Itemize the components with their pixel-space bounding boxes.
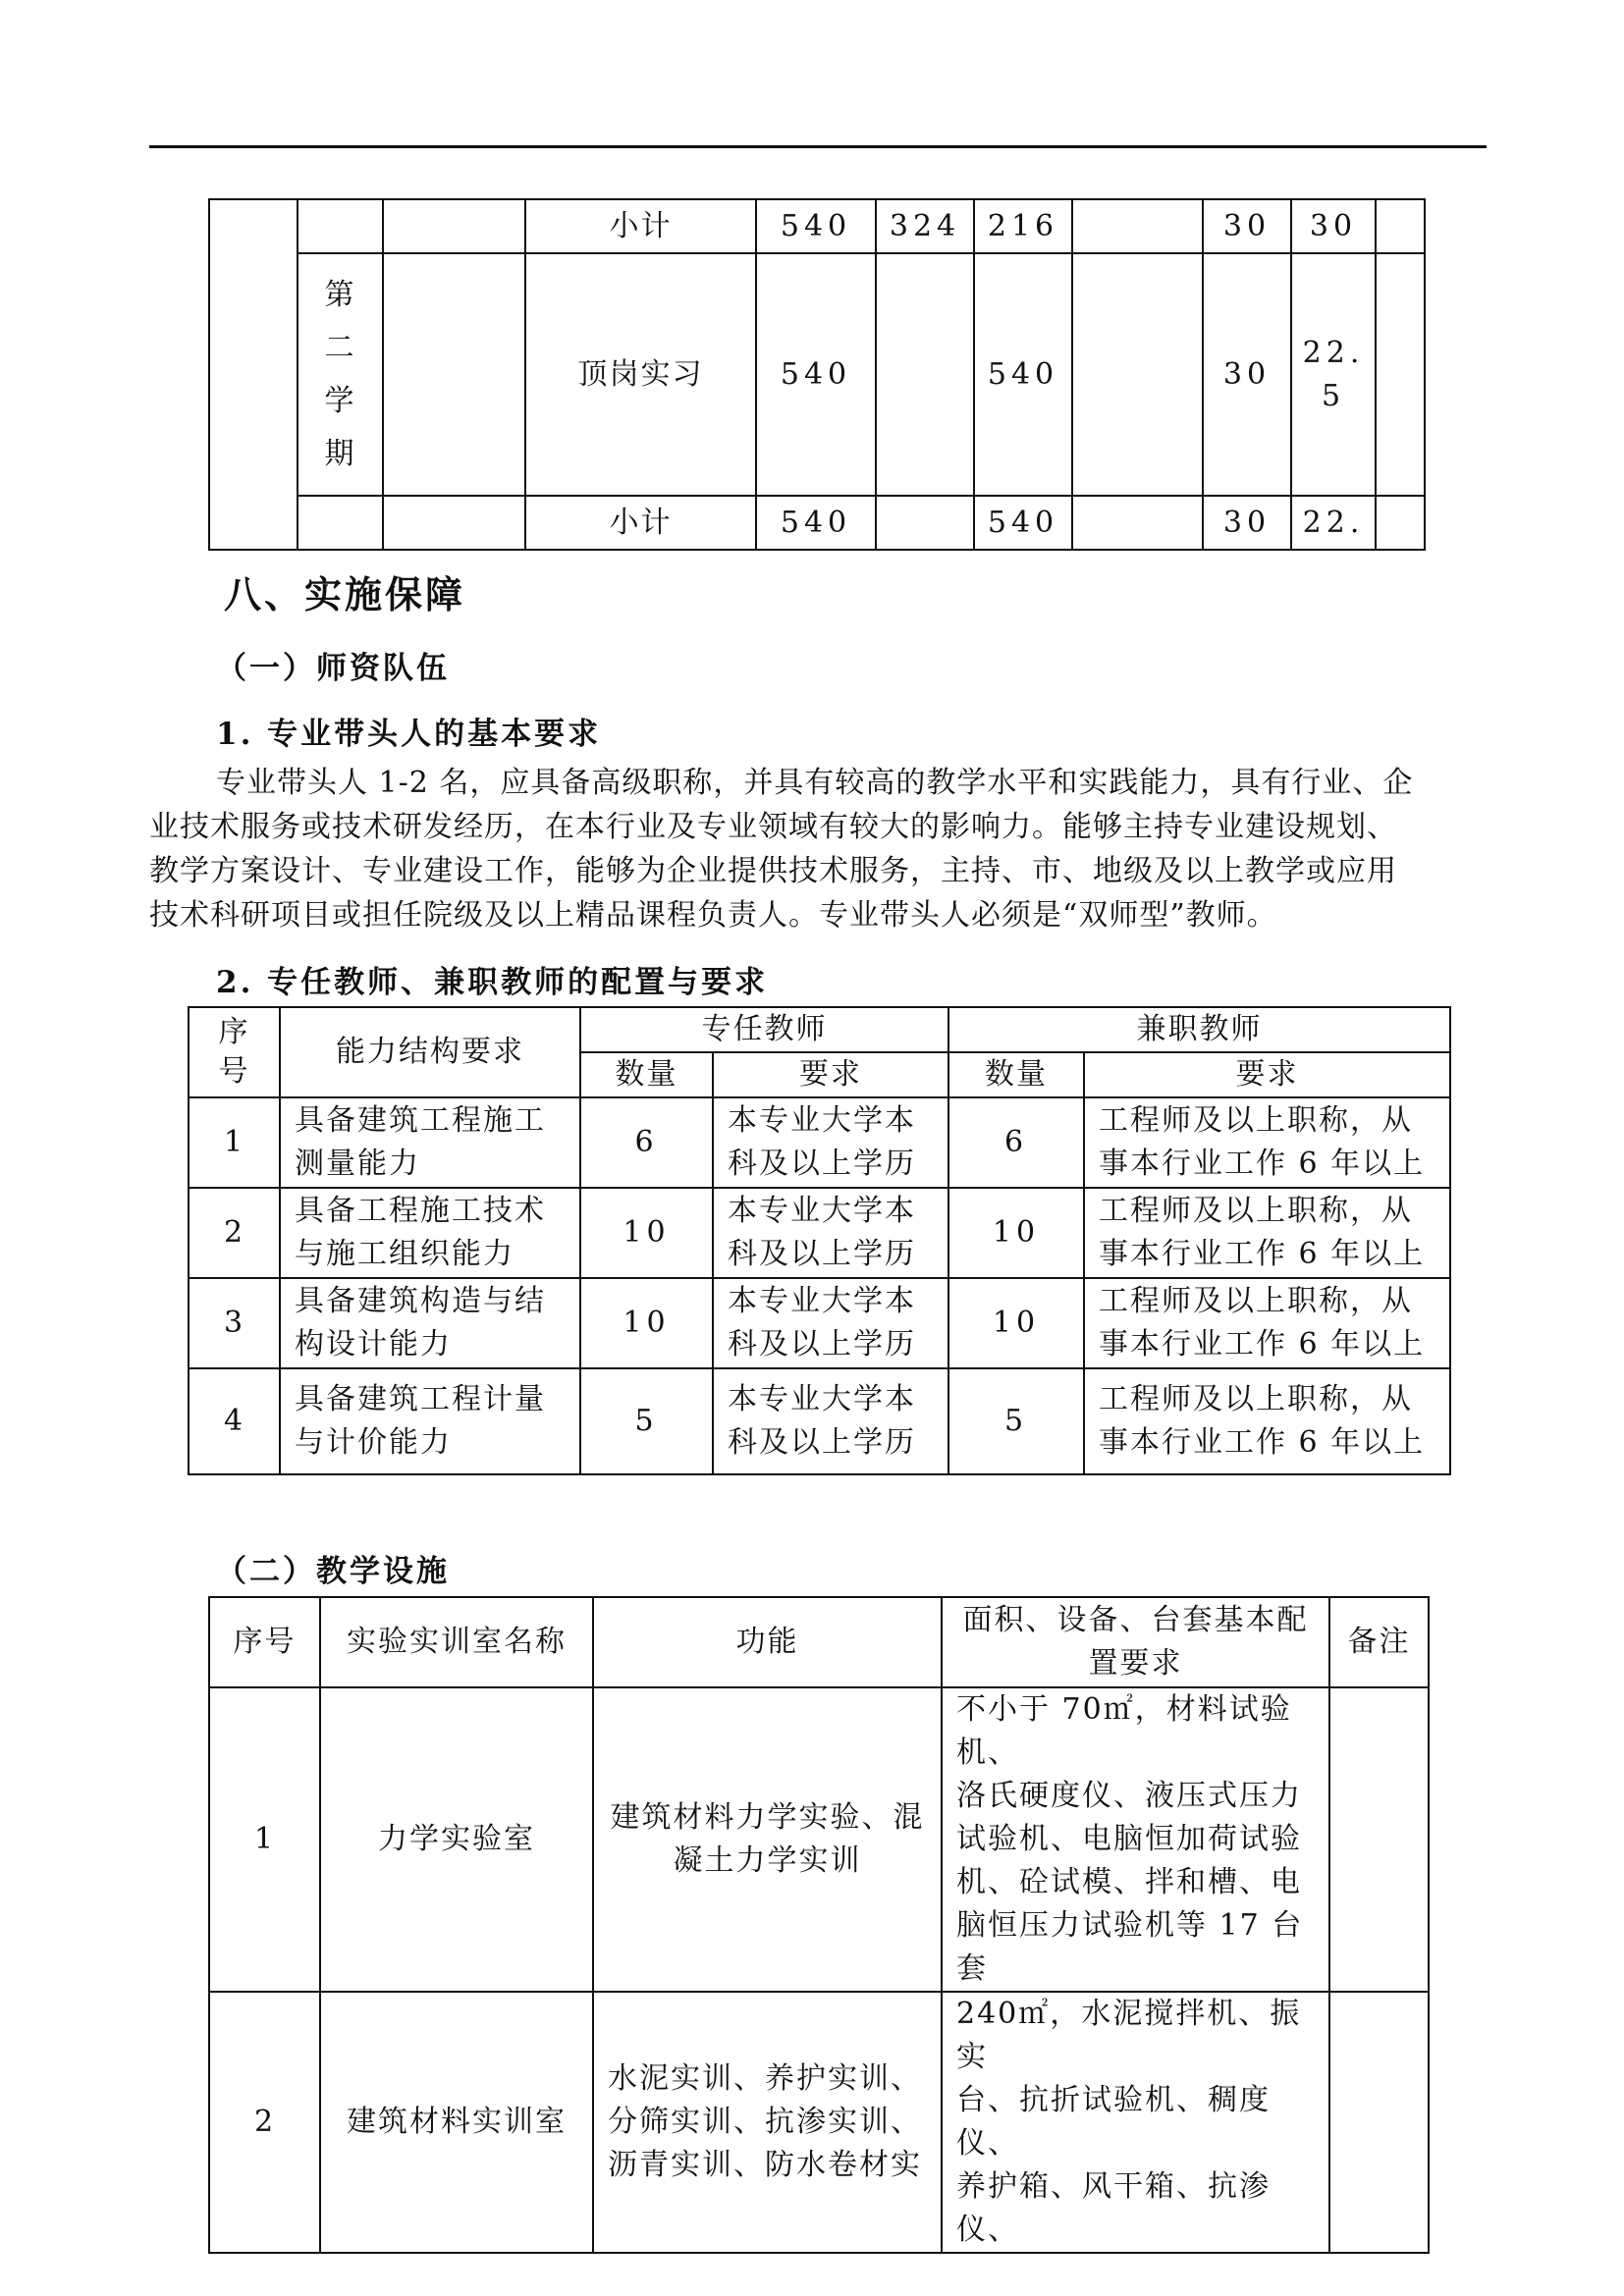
item-title: 1. 专业带头人的基本要求	[216, 717, 602, 752]
table-row	[189, 1188, 1450, 1278]
weeks-cell: 30	[1203, 253, 1291, 496]
credits-cell	[1291, 253, 1376, 496]
count-header: 数量	[948, 1052, 1084, 1097]
teachers-table	[188, 1006, 1451, 1475]
function-header: 功能	[593, 1597, 942, 1687]
cell-line: 工程师及以上职称，从	[1099, 1103, 1413, 1138]
cell-line: 本专业大学本	[728, 1103, 916, 1138]
name-cell: 建筑材料实训室	[320, 1992, 593, 2253]
cell-line: 事本行业工作 6 年以上	[1099, 1425, 1426, 1460]
ft-count-cell: 5	[580, 1368, 713, 1474]
table-row	[189, 1097, 1450, 1188]
cell-line: 机、砼试模、拌和槽、电	[956, 1865, 1302, 1899]
cell-line: 脑恒压力试验机等 17 台	[956, 1908, 1304, 1943]
table-row	[209, 1992, 1429, 2253]
pt-count-cell: 6	[948, 1097, 1084, 1188]
seq-cell: 2	[209, 1992, 320, 2253]
table-cell	[209, 199, 298, 550]
table-header-row	[189, 1007, 1450, 1052]
config-cell	[942, 1687, 1329, 1992]
cell-line: 科及以上学历	[728, 1147, 916, 1181]
weeks-cell: 30	[1203, 199, 1291, 253]
cell-line: 台、抗折试验机、稠度仪、	[956, 2083, 1271, 2161]
cell-line: 套	[956, 1951, 988, 1986]
pt-req-cell	[1084, 1188, 1450, 1278]
credits-line: 22.	[1302, 335, 1365, 370]
header-rule	[149, 145, 1487, 148]
cell-line: 不小于 70㎡，材料试验机、	[956, 1692, 1292, 1770]
cell-line: 分筛实训、抗渗实训、	[608, 2105, 922, 2139]
cell-line: 水泥实训、养护实训、	[608, 2061, 922, 2096]
header-line: 序	[218, 1015, 250, 1049]
cell-line: 本专业大学本	[728, 1382, 916, 1416]
cell-line: 具备建筑工程计量	[295, 1382, 546, 1416]
pt-req-cell	[1084, 1097, 1450, 1188]
ability-cell	[280, 1278, 580, 1368]
paragraph-line: 技术科研项目或担任院级及以上精品课程负责人。专业带头人必须是“双师型”教师。	[149, 898, 1277, 933]
subsection-title: （一）师资队伍	[216, 651, 450, 686]
paragraph	[149, 761, 1489, 937]
cell-line: 试验机、电脑恒加荷试验	[956, 1822, 1302, 1856]
table-row	[189, 1368, 1450, 1474]
ft-req-cell	[713, 1097, 948, 1188]
table-cell	[1376, 253, 1425, 496]
credits-line: 5	[1321, 378, 1346, 413]
theory-hours-cell	[876, 253, 974, 496]
cell-line: 与计价能力	[295, 1425, 452, 1460]
curriculum-table	[208, 198, 1426, 551]
section-title: 八、实施保障	[224, 572, 466, 616]
seq-header	[189, 1007, 280, 1097]
seq-cell: 1	[209, 1687, 320, 1992]
credits-cell: 30	[1291, 199, 1376, 253]
weeks-cell: 30	[1203, 496, 1291, 550]
remarks-header: 备注	[1329, 1597, 1429, 1687]
paragraph-line: 业技术服务或技术研发经历，在本行业及专业领域有较大的影响力。能够主持专业建设规划、	[149, 810, 1397, 844]
total-hours-cell: 540	[756, 496, 876, 550]
ability-cell	[280, 1368, 580, 1474]
total-hours-cell: 540	[756, 253, 876, 496]
ft-count-cell: 10	[580, 1278, 713, 1368]
ability-header: 能力结构要求	[280, 1007, 580, 1097]
practice-hours-cell: 540	[974, 496, 1072, 550]
cell-line: 科及以上学历	[728, 1327, 916, 1362]
cell-line: 工程师及以上职称，从	[1099, 1382, 1413, 1416]
cell-line: 与施工组织能力	[295, 1237, 514, 1271]
table-row	[209, 496, 1425, 550]
semester-char: 学	[324, 383, 356, 418]
table-cell	[1072, 496, 1203, 550]
seq-cell: 1	[189, 1097, 280, 1188]
cell-line: 具备工程施工技术	[295, 1194, 546, 1228]
table-cell	[383, 496, 525, 550]
remarks-cell	[1329, 1687, 1429, 1992]
seq-cell: 3	[189, 1278, 280, 1368]
table-row	[209, 199, 1425, 253]
seq-cell: 4	[189, 1368, 280, 1474]
semester-char: 第	[324, 277, 356, 312]
cell-line: 凝土力学实训	[673, 1843, 862, 1878]
pt-count-cell: 10	[948, 1278, 1084, 1368]
count-header: 数量	[580, 1052, 713, 1097]
table-cell	[1072, 253, 1203, 496]
seq-header: 序号	[209, 1597, 320, 1687]
cell-line: 具备建筑工程施工	[295, 1103, 546, 1138]
credits-cell: 22.	[1291, 496, 1376, 550]
table-cell	[298, 496, 383, 550]
table-row	[189, 1278, 1450, 1368]
function-cell	[593, 1687, 942, 1992]
item-title: 2. 专任教师、兼职教师的配置与要求	[216, 965, 769, 1000]
pt-req-cell	[1084, 1278, 1450, 1368]
paragraph-line: 专业带头人 1-2 名，应具备高级职称，并具有较高的教学水平和实践能力，具有行业、企	[216, 766, 1414, 800]
cell-line: 事本行业工作 6 年以上	[1099, 1237, 1426, 1271]
table-cell	[1072, 199, 1203, 253]
cell-line: 工程师及以上职称，从	[1099, 1284, 1413, 1318]
cell-line: 科及以上学历	[728, 1425, 916, 1460]
cell-line: 构设计能力	[295, 1327, 452, 1362]
cell-line: 工程师及以上职称，从	[1099, 1194, 1413, 1228]
pt-count-cell: 5	[948, 1368, 1084, 1474]
cell-line: 建筑材料力学实验、混	[610, 1800, 925, 1835]
requirement-header: 要求	[1084, 1052, 1450, 1097]
ability-cell	[280, 1188, 580, 1278]
table-row	[209, 1687, 1429, 1992]
table-cell	[383, 199, 525, 253]
course-cell: 顶岗实习	[525, 253, 756, 496]
seq-cell: 2	[189, 1188, 280, 1278]
ft-count-cell: 6	[580, 1097, 713, 1188]
pt-count-cell: 10	[948, 1188, 1084, 1278]
config-header	[942, 1597, 1329, 1687]
table-cell	[383, 253, 525, 496]
course-cell: 小计	[525, 496, 756, 550]
cell-line: 事本行业工作 6 年以上	[1099, 1147, 1426, 1181]
cell-line: 本专业大学本	[728, 1194, 916, 1228]
header-line: 置要求	[1088, 1646, 1183, 1681]
table-cell	[1376, 199, 1425, 253]
table-cell	[298, 199, 383, 253]
name-cell: 力学实验室	[320, 1687, 593, 1992]
ability-cell	[280, 1097, 580, 1188]
cell-line: 沥青实训、防水卷材实	[608, 2148, 922, 2182]
ft-req-cell	[713, 1368, 948, 1474]
cell-line: 测量能力	[295, 1147, 420, 1181]
theory-hours-cell	[876, 496, 974, 550]
parttime-header: 兼职教师	[948, 1007, 1450, 1052]
practice-hours-cell: 540	[974, 253, 1072, 496]
header-line: 面积、设备、台套基本配	[962, 1603, 1309, 1637]
cell-line: 240㎡，水泥搅拌机、振实	[956, 1997, 1302, 2074]
table-cell	[1376, 496, 1425, 550]
ft-req-cell	[713, 1278, 948, 1368]
facilities-table	[208, 1596, 1430, 2254]
pt-req-cell	[1084, 1368, 1450, 1474]
semester-char: 二	[324, 330, 356, 365]
config-cell	[942, 1992, 1329, 2253]
cell-line: 具备建筑构造与结	[295, 1284, 546, 1318]
theory-hours-cell: 324	[876, 199, 974, 253]
course-cell: 小计	[525, 199, 756, 253]
cell-line: 养护箱、风干箱、抗渗仪、	[956, 2169, 1271, 2247]
paragraph-line: 教学方案设计、专业建设工作，能够为企业提供技术服务，主持、市、地级及以上教学或应用	[149, 854, 1397, 888]
semester-char: 期	[324, 436, 356, 471]
practice-hours-cell: 216	[974, 199, 1072, 253]
subsection-title: （二）教学设施	[216, 1554, 450, 1589]
cell-line: 洛氏硬度仪、液压式压力	[956, 1779, 1302, 1813]
cell-line: 科及以上学历	[728, 1237, 916, 1271]
table-header-row	[209, 1597, 1429, 1687]
remarks-cell	[1329, 1992, 1429, 2253]
cell-line: 事本行业工作 6 年以上	[1099, 1327, 1426, 1362]
fulltime-header: 专任教师	[580, 1007, 948, 1052]
header-line: 号	[218, 1054, 250, 1089]
cell-line: 本专业大学本	[728, 1284, 916, 1318]
table-row	[209, 253, 1425, 496]
ft-req-cell	[713, 1188, 948, 1278]
requirement-header: 要求	[713, 1052, 948, 1097]
function-cell	[593, 1992, 942, 2253]
ft-count-cell: 10	[580, 1188, 713, 1278]
semester-cell	[298, 253, 383, 496]
total-hours-cell: 540	[756, 199, 876, 253]
name-header: 实验实训室名称	[320, 1597, 593, 1687]
